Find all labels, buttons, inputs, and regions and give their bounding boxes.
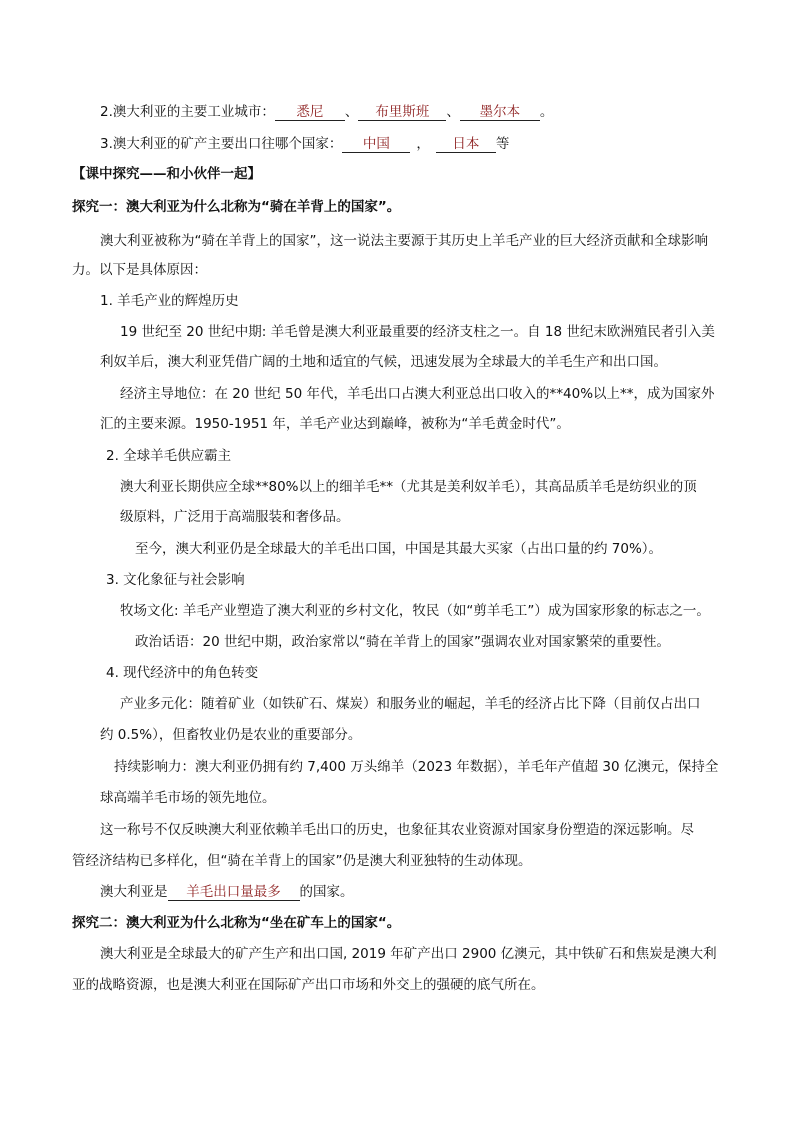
answer-wool-exporter: 羊毛出口量最多	[168, 884, 300, 901]
period: 。	[539, 104, 554, 120]
fill-prefix: 澳大利亚是	[100, 884, 168, 900]
question-2-prefix: 2.澳大利亚的主要工业城市：	[100, 104, 275, 120]
paragraph-economic-dominance: 经济主导地位：在 20 世纪 50 年代，羊毛出口占澳大利亚总出口收入的**40%以上**，成为国家外	[120, 386, 715, 402]
separator: ，	[416, 136, 430, 152]
fill-in-sentence	[100, 882, 354, 902]
fill-suffix: 的国家。	[299, 884, 354, 900]
paragraph-lasting-influence-cont: 球高端羊毛市场的领先地位。	[100, 790, 276, 806]
summary-paragraph: 这一称号不仅反映澳大利亚依赖羊毛出口的历史，也象征其农业资源对国家身份塑造的深远影响。尽	[100, 822, 694, 838]
question-3-prefix: 3.澳大利亚的矿产主要出口往哪个国家：	[100, 136, 343, 152]
heading-culture: 3. 文化象征与社会影响	[106, 572, 245, 588]
heading-modern-economy: 4. 现代经济中的角色转变	[106, 665, 259, 681]
paragraph-political-discourse: 政治话语：20 世纪中期，政治家常以“骑在羊背上的国家”强调农业对国家繁荣的重要性。	[135, 634, 670, 650]
explore-1-intro-cont: 力。以下是具体原因：	[72, 262, 207, 278]
paragraph-largest-exporter: 至今，澳大利亚仍是全球最大的羊毛出口国，中国是其最大买家（占出口量的约 70%）。	[135, 541, 663, 557]
answer-china: 中国	[342, 136, 410, 153]
section-title: 【课中探究——和小伙伴一起】	[72, 166, 261, 182]
paragraph-economic-dominance-cont: 汇的主要来源。1950-1951 年，羊毛产业达到巅峰，被称为“羊毛黄金时代”。	[100, 416, 570, 432]
answer-melbourne: 墨尔本	[460, 104, 540, 121]
answer-japan: 日本	[436, 136, 496, 153]
separator: 、	[344, 104, 359, 120]
paragraph-diversification: 产业多元化：随着矿业（如铁矿石、煤炭）和服务业的崛起，羊毛的经济占比下降（目前仅占出口	[120, 696, 701, 712]
heading-wool-history: 1. 羊毛产业的辉煌历史	[100, 293, 239, 309]
explore-1-title: 探究一：澳大利亚为什么北称为“骑在羊背上的国家”。	[72, 199, 401, 215]
paragraph-ranch-culture: 牧场文化: 羊毛产业塑造了澳大利亚的乡村文化，牧民（如“剪羊毛工”）成为国家形象的标志之一。	[120, 603, 710, 619]
paragraph-wool-history: 19 世纪至 20 世纪中期: 羊毛曾是澳大利亚最重要的经济支柱之一。自 18 世纪末欧洲殖民者引入美	[120, 324, 715, 340]
etc-text: 等	[495, 136, 510, 152]
answer-sydney: 悉尼	[275, 104, 345, 121]
summary-paragraph-cont: 管经济结构已多样化，但“骑在羊背上的国家”仍是澳大利亚独特的生动体现。	[72, 853, 532, 869]
question-2	[100, 102, 553, 122]
explore-1-intro: 澳大利亚被称为“骑在羊背上的国家”，这一说法主要源于其历史上羊毛产业的巨大经济贡献和全球影响	[100, 233, 708, 249]
answer-brisbane: 布里斯班	[358, 104, 446, 121]
separator: 、	[446, 104, 460, 120]
paragraph-global-supply: 澳大利亚长期供应全球**80%以上的细羊毛**（尤其是美利奴羊毛），其高品质羊毛是纺织业的顶	[120, 479, 697, 495]
paragraph-diversification-cont: 约 0.5%），但畜牧业仍是农业的重要部分。	[100, 727, 362, 743]
question-3	[100, 134, 509, 154]
heading-global-supply: 2. 全球羊毛供应霸主	[106, 448, 232, 464]
explore-2-paragraph: 澳大利亚是全球最大的矿产生产和出口国, 2019 年矿产出口 2900 亿澳元，其中铁矿石和焦炭是澳大利	[100, 946, 717, 962]
paragraph-global-supply-cont: 级原料，广泛用于高端服装和奢侈品。	[120, 509, 350, 525]
explore-2-paragraph-cont: 亚的战略资源，也是澳大利亚在国际矿产出口市场和外交上的强硬的底气所在。	[72, 977, 545, 993]
paragraph-wool-history-cont: 利奴羊后，澳大利亚凭借广阔的土地和适宜的气候，迅速发展为全球最大的羊毛生产和出口国。	[100, 354, 667, 370]
paragraph-lasting-influence: 持续影响力：澳大利亚仍拥有约 7,400 万头绵羊（2023 年数据），羊毛年产值超 30 亿澳元，保持全	[114, 759, 719, 775]
explore-2-title: 探究二：澳大利亚为什么北称为“坐在矿车上的国家“。	[72, 915, 401, 931]
